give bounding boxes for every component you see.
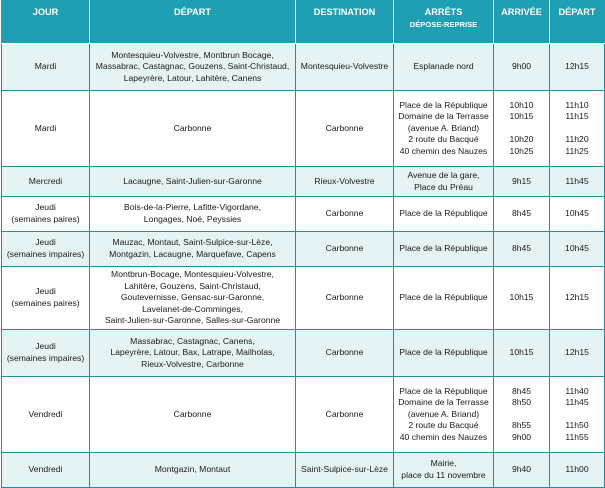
cell-line: (avenue A. Briand) <box>407 408 480 419</box>
cell-line: Carbonne <box>325 292 364 303</box>
cell-line: 8h50 <box>511 397 532 408</box>
header-jour: JOUR <box>2 1 90 44</box>
header-row <box>2 1 605 44</box>
cell-line: 10h25 <box>509 145 534 156</box>
cell-line: Goutevernisse, Gensac-sur-Garonne, <box>120 292 265 303</box>
cell-jour <box>2 377 90 453</box>
cell-line <box>496 123 547 135</box>
cell-destination <box>296 44 394 91</box>
cell-line: 11h45 <box>565 397 589 408</box>
cell-line: Lapeyrère, Latour, Lahitère, Canens <box>123 72 262 83</box>
cell-line: Place de la République <box>399 347 488 358</box>
table-row <box>2 91 605 167</box>
cell-arrivee <box>494 453 550 488</box>
cell-line <box>552 409 602 421</box>
cell-line: Domaine de la Terrasse <box>398 111 489 122</box>
cell-line: Carbonne <box>173 408 212 419</box>
cell-arrivee <box>494 377 550 453</box>
cell-arrets <box>394 267 494 330</box>
cell-line: Carbonne <box>325 122 364 133</box>
cell-line: 10h15 <box>509 292 534 303</box>
cell-line <box>496 409 547 421</box>
cell-line: (semaines paires) <box>11 214 80 224</box>
cell-line: Vendredi <box>28 408 63 419</box>
cell-line: 10h15 <box>509 111 534 122</box>
cell-line: 11h00 <box>565 464 589 475</box>
bus-schedule-table <box>1 0 605 488</box>
cell-destination <box>296 167 394 197</box>
table-row <box>2 377 605 453</box>
cell-line: 2 route du Bacqué <box>408 420 479 431</box>
cell-arrivee <box>494 197 550 232</box>
cell-arrets <box>394 91 494 167</box>
cell-arrets <box>394 167 494 197</box>
cell-depart-time <box>550 330 605 377</box>
cell-line: 12h15 <box>565 61 589 72</box>
cell-line: Mairie, <box>430 458 457 469</box>
cell-line: 10h45 <box>565 208 589 219</box>
cell-depart <box>90 267 296 330</box>
cell-line: Carbonne <box>173 122 212 133</box>
cell-line: 2 route du Bacqué <box>408 134 479 145</box>
cell-jour <box>2 232 90 267</box>
table-row <box>2 330 605 377</box>
cell-destination <box>296 453 394 488</box>
cell-line: Place de la République <box>399 385 488 396</box>
cell-line: (semaines impaires) <box>6 353 85 363</box>
cell-line: 40 chemin des Nauzes <box>399 145 488 156</box>
cell-line: Jeudi <box>35 237 56 248</box>
cell-arrets <box>394 453 494 488</box>
header-depart-time: DÉPART <box>550 1 605 44</box>
header-depart: DÉPART <box>90 1 296 44</box>
cell-line: Mercredi <box>28 175 63 186</box>
cell-depart <box>90 167 296 197</box>
table-row <box>2 453 605 488</box>
cell-line: Longages, Noé, Peyssies <box>143 214 242 224</box>
cell-line: Saint-Sulpice-sur-Lèze <box>301 464 388 475</box>
cell-line: 10h20 <box>509 134 534 145</box>
cell-arrets <box>394 377 494 453</box>
table-row <box>2 167 605 197</box>
cell-line: 11h50 <box>565 420 589 431</box>
cell-depart-time <box>550 197 605 232</box>
cell-line: place du 11 novembre <box>401 470 486 480</box>
cell-line: 40 chemin des Nauzes <box>399 431 488 442</box>
cell-depart-time <box>550 267 605 330</box>
cell-arrets <box>394 44 494 91</box>
cell-line: Jeudi <box>35 202 56 213</box>
cell-line: 9h15 <box>511 175 532 186</box>
cell-line: Montbrun-Bocage, Montesquieu-Volvestre, <box>111 269 274 280</box>
cell-line: Esplanade nord <box>413 61 474 72</box>
cell-line: Mauzac, Montaut, Saint-Sulpice-sur-Lèze, <box>112 237 273 248</box>
cell-depart-time <box>550 44 605 91</box>
cell-line: Mardi <box>34 61 57 72</box>
cell-line: 9h40 <box>511 464 532 475</box>
cell-line: Vendredi <box>28 464 63 475</box>
cell-arrets <box>394 232 494 267</box>
cell-line: Avenue de la gare, <box>407 169 480 180</box>
schedule-body <box>2 44 605 488</box>
cell-line: 11h10 <box>565 99 589 110</box>
cell-arrivee <box>494 267 550 330</box>
cell-line: 9h00 <box>511 61 532 72</box>
cell-depart-time <box>550 91 605 167</box>
cell-depart-time <box>550 453 605 488</box>
cell-destination <box>296 267 394 330</box>
cell-line: Massabrac, Castagnac, Canens, <box>130 335 255 346</box>
cell-line: Carbonne <box>325 208 364 219</box>
cell-arrets <box>394 197 494 232</box>
cell-line: 8h45 <box>511 385 532 396</box>
cell-depart <box>90 91 296 167</box>
cell-line: 11h20 <box>565 134 589 145</box>
cell-line: Bois-de-la-Pierre, Lafitte-Vigordane, <box>124 202 261 213</box>
cell-destination <box>296 91 394 167</box>
cell-destination <box>296 377 394 453</box>
cell-line: Mardi <box>34 122 57 133</box>
cell-jour <box>2 267 90 330</box>
cell-line: 12h15 <box>565 347 589 358</box>
cell-jour <box>2 167 90 197</box>
cell-arrivee <box>494 167 550 197</box>
cell-jour <box>2 453 90 488</box>
cell-destination <box>296 197 394 232</box>
cell-line: 11h15 <box>565 111 589 122</box>
cell-line: (semaines paires) <box>11 298 80 308</box>
cell-line: Rieux-Volvestre <box>314 175 375 186</box>
cell-line: Montesquieu-Volvestre, Montbrun Bocage, <box>111 49 274 60</box>
cell-arrivee <box>494 44 550 91</box>
header-arrets <box>394 1 494 44</box>
header-arrivee: ARRIVÉE <box>494 1 550 44</box>
cell-line: Place de la République <box>399 99 488 110</box>
cell-line: Jeudi <box>35 341 56 352</box>
cell-arrivee <box>494 232 550 267</box>
cell-line: 11h45 <box>565 175 589 186</box>
cell-depart <box>90 330 296 377</box>
cell-line: Place de la République <box>399 292 488 303</box>
cell-depart-time <box>550 377 605 453</box>
cell-depart <box>90 44 296 91</box>
cell-line: Jeudi <box>35 286 56 297</box>
cell-line: 9h00 <box>511 431 532 442</box>
cell-line: Lahitère, Gouzens, Saint-Christaud, <box>124 280 261 291</box>
cell-line: Montgazin, Montaut <box>154 464 231 475</box>
cell-depart <box>90 453 296 488</box>
cell-line: 8h45 <box>511 208 532 219</box>
cell-jour <box>2 197 90 232</box>
cell-line: Domaine de la Terrasse <box>398 397 489 408</box>
cell-line: Place de la République <box>399 243 488 254</box>
cell-line: Saint-Julien-sur-Garonne, Salles-sur-Garonne <box>104 315 281 326</box>
cell-line: 8h55 <box>511 420 532 431</box>
cell-line: Lavelanet-de-Comminges, <box>142 303 243 314</box>
cell-line: 11h25 <box>565 145 589 156</box>
cell-depart-time <box>550 232 605 267</box>
cell-line: 12h15 <box>565 292 589 303</box>
table-row <box>2 232 605 267</box>
cell-destination <box>296 330 394 377</box>
cell-line: Carbonne <box>325 347 364 358</box>
header-arrets-label: ARRÊTS <box>424 7 463 17</box>
cell-line <box>552 123 602 135</box>
table-row <box>2 44 605 91</box>
cell-line: Lacaugne, Saint-Julien-sur-Garonne <box>123 175 262 186</box>
cell-line: Carbonne <box>325 243 364 254</box>
cell-line: 11h55 <box>565 431 589 442</box>
cell-line: Place de la République <box>399 208 488 219</box>
cell-depart <box>90 232 296 267</box>
cell-jour <box>2 44 90 91</box>
table-row <box>2 267 605 330</box>
cell-depart-time <box>550 167 605 197</box>
cell-line: Montgazin, Lacaugne, Marquefave, Capens <box>109 249 276 259</box>
cell-depart <box>90 197 296 232</box>
cell-line: Place du Préau <box>414 181 473 192</box>
cell-line: 10h45 <box>565 243 589 254</box>
cell-line: 11h40 <box>565 385 589 396</box>
cell-arrivee <box>494 330 550 377</box>
cell-arrivee <box>494 91 550 167</box>
cell-line: 8h45 <box>511 243 532 254</box>
cell-line: Carbonne <box>325 408 364 419</box>
cell-line: Rieux-Volvestre, Carbonne <box>141 358 244 369</box>
cell-line: 10h10 <box>509 99 534 110</box>
header-destination: DESTINATION <box>296 1 394 44</box>
cell-line: (semaines impaires) <box>6 249 85 259</box>
cell-line: Lapeyrère, Latour, Bax, Latrape, Mailholas, <box>110 347 275 358</box>
cell-line: Massabrac, Castagnac, Gouzens, Saint-Christaud, <box>95 61 290 72</box>
cell-jour <box>2 91 90 167</box>
cell-arrets <box>394 330 494 377</box>
cell-line: 10h15 <box>509 347 534 358</box>
cell-jour <box>2 330 90 377</box>
cell-line: Montesquieu-Volvestre <box>300 61 389 72</box>
cell-line: (avenue A. Briand) <box>407 122 480 133</box>
table-row <box>2 197 605 232</box>
cell-destination <box>296 232 394 267</box>
cell-depart <box>90 377 296 453</box>
header-arrets-sub: DÉPOSE-REPRISE <box>409 19 478 29</box>
